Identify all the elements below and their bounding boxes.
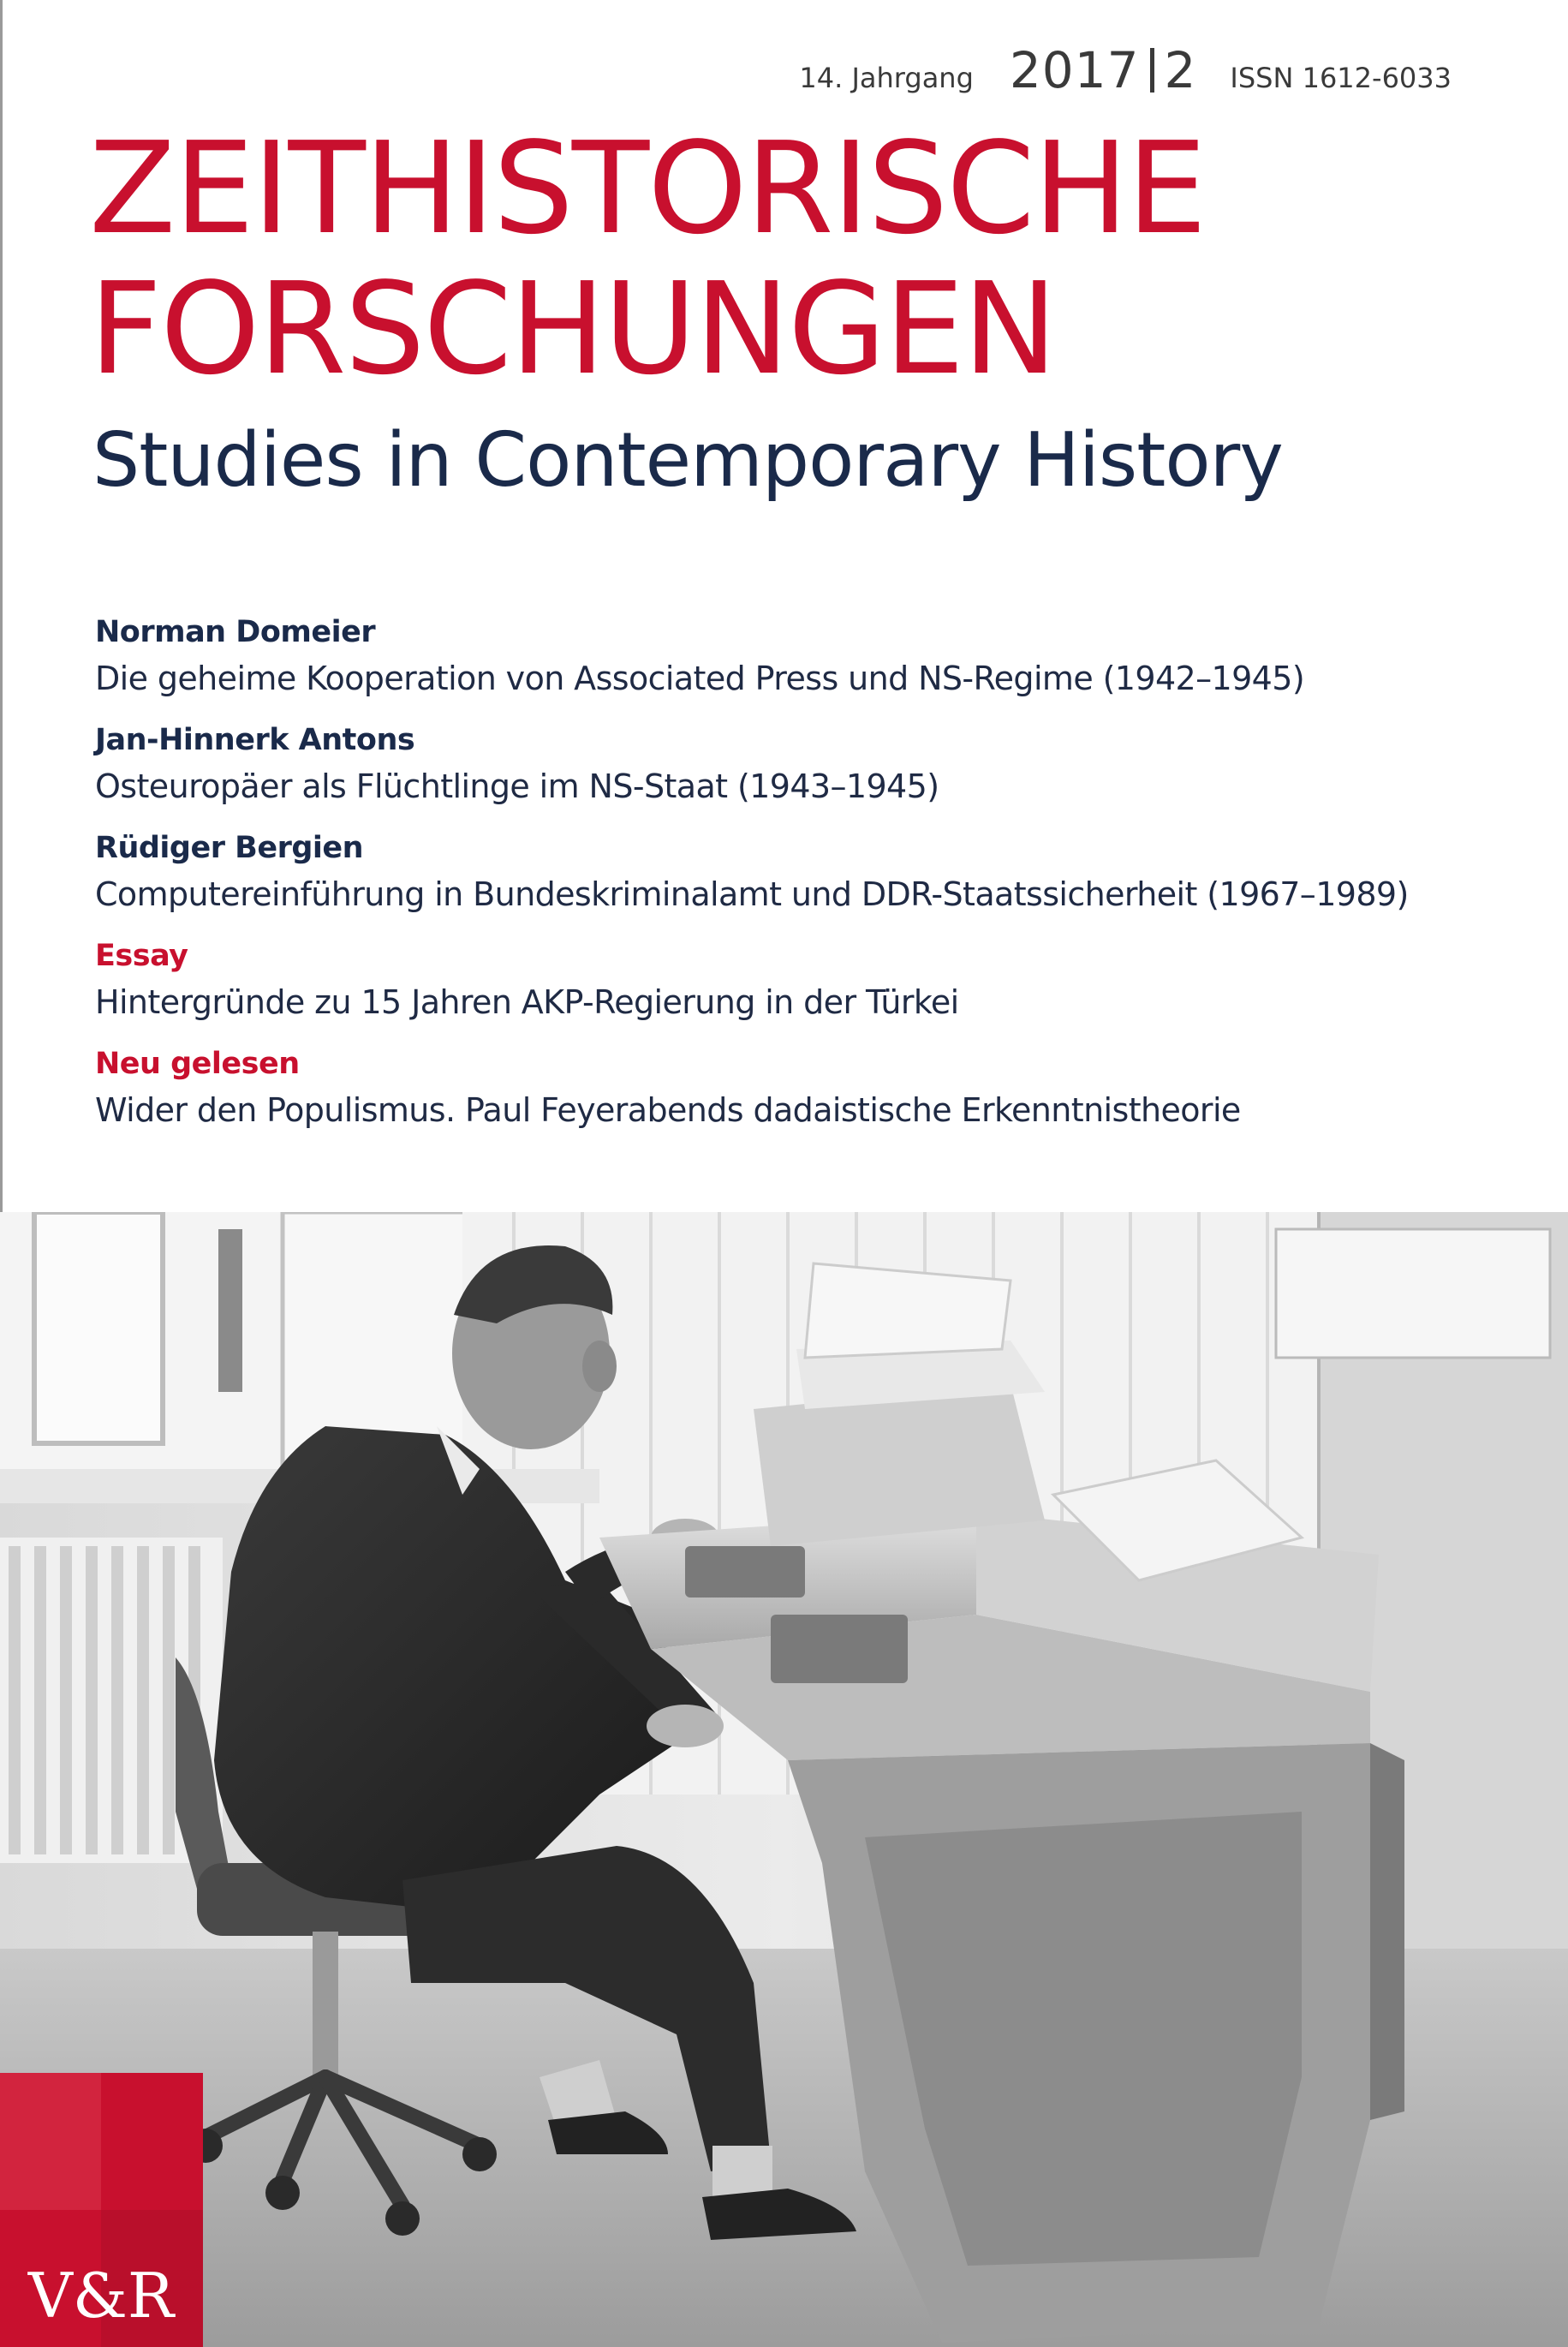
toc-article-title: Computereinführung in Bundeskriminalamt und DDR-Staatssicherheit (1967–1989): [95, 875, 1409, 913]
cover-photo: [0, 1212, 1568, 2347]
toc-article-title: Hintergründe zu 15 Jahren AKP-Regierung in der Türkei: [95, 983, 959, 1021]
toc-article-title: Osteuropäer als Flüchtlinge im NS-Staat (1943–1945): [95, 767, 939, 805]
toc-article-title: Die geheime Kooperation von Associated Press und NS-Regime (1942–1945): [95, 660, 1305, 697]
toc-author: Rüdiger Bergien: [95, 831, 364, 865]
table-of-contents: [95, 610, 1508, 1150]
toc-entry[interactable]: [95, 934, 1508, 1026]
volume-label: 14. Jahrgang: [799, 62, 974, 94]
toc-section-label: Neu gelesen: [95, 1047, 300, 1081]
toc-entry[interactable]: [95, 826, 1508, 918]
issn-label: ISSN 1612-6033: [1230, 62, 1452, 94]
journal-title-line-2: FORSCHUNGEN: [89, 255, 1056, 403]
toc-section-label: Essay: [95, 939, 188, 973]
issue-year: 2017: [1009, 41, 1140, 99]
year-issue-separator: [1150, 48, 1154, 93]
journal-subtitle: Studies in Contemporary History: [92, 416, 1283, 504]
journal-title-line-1: ZEITHISTORISCHE: [89, 115, 1206, 262]
publisher-logo-text: V&R: [27, 2260, 175, 2332]
toc-article-title: Wider den Populismus. Paul Feyerabends dadaistische Erkenntnistheorie: [95, 1091, 1241, 1129]
toc-author: Jan-Hinnerk Antons: [95, 723, 415, 757]
publisher-logo: [0, 2073, 203, 2347]
toc-entry[interactable]: [95, 610, 1508, 702]
toc-entry[interactable]: [95, 718, 1508, 810]
issue-number: 2: [1164, 41, 1196, 99]
toc-author: Norman Domeier: [95, 615, 376, 649]
cover-photo-illustration: [0, 1212, 1568, 2347]
journal-title: [89, 115, 1206, 403]
issue-meta: [799, 41, 1452, 99]
toc-entry[interactable]: [95, 1042, 1508, 1134]
left-edge-rule: [0, 0, 3, 1212]
